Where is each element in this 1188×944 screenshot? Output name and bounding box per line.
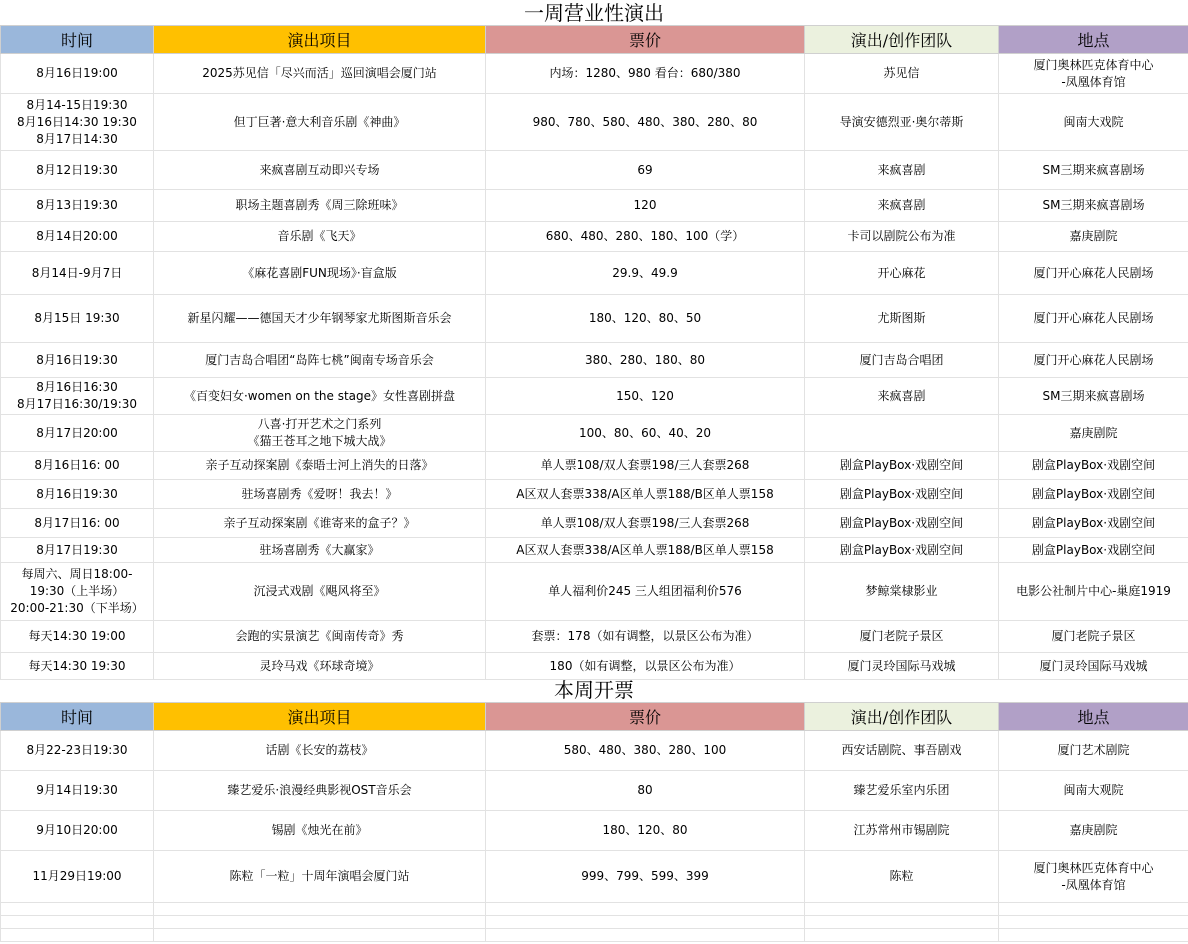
cell-text: 会跑的实景演艺《闽南传奇》秀 <box>235 629 404 643</box>
cell-text: SM三期来疯喜剧场 <box>1042 388 1145 403</box>
cell-price <box>486 54 805 94</box>
cell-time <box>1 916 154 929</box>
cell-price <box>486 295 805 343</box>
cell-price <box>486 94 805 151</box>
cell-text: 100、80、60、40、20 <box>579 425 711 440</box>
cell-text: 厦门奥林匹克体育中心 <box>1033 57 1154 72</box>
cell-venue <box>999 222 1188 252</box>
empty-row <box>1 929 1188 942</box>
cell-text: 剧盒PlayBox·戏剧空间 <box>1031 486 1156 501</box>
cell-show <box>154 378 486 415</box>
cell-text: 8月16日16:30 <box>36 380 118 394</box>
cell-show <box>154 343 486 378</box>
cell-text: 套票：178（如有调整，以景区公布为准） <box>531 629 759 643</box>
cell-team <box>805 509 999 538</box>
header-time: 时间 <box>1 703 154 731</box>
table-row <box>1 94 1188 151</box>
cell-text: 职场主题喜剧秀《周三除班味》 <box>235 198 404 212</box>
cell-team <box>805 94 999 151</box>
cell-text: 开心麻花 <box>877 265 926 280</box>
cell-text: 剧盒PlayBox·戏剧空间 <box>839 486 964 501</box>
cell-text: 8月17日16:30/19:30 <box>16 397 138 411</box>
cell-team <box>805 452 999 480</box>
cell-text: 内场：1280、980 看台：680/380 <box>549 66 741 80</box>
cell-time <box>1 190 154 222</box>
table-row <box>1 653 1188 680</box>
table-row <box>1 621 1188 653</box>
cell-text: 厦门奥林匹克体育中心 <box>1033 860 1154 875</box>
cell-text: 19:30（上半场） <box>29 584 125 598</box>
cell-text: 但丁巨著·意大利音乐剧《神曲》 <box>233 114 406 129</box>
cell-text: 亲子互动探案剧《谁寄来的盒子？》 <box>223 515 416 530</box>
cell-price <box>486 621 805 653</box>
cell-team <box>805 851 999 903</box>
cell-team <box>805 563 999 621</box>
cell-text: 剧盒PlayBox·戏剧空间 <box>839 458 964 472</box>
cell-venue <box>999 903 1188 916</box>
cell-time <box>1 252 154 295</box>
cell-show <box>154 903 486 916</box>
table-row <box>1 538 1188 563</box>
cell-text: 9月14日19:30 <box>36 783 118 797</box>
cell-text: 《麻花喜剧FUN现场》·盲盒版 <box>242 265 397 280</box>
empty-row <box>1 903 1188 916</box>
table-row <box>1 295 1188 343</box>
cell-time <box>1 415 154 452</box>
table-row <box>1 252 1188 295</box>
cell-show <box>154 452 486 480</box>
cell-text: 680、480、280、180、100（学） <box>545 229 745 243</box>
cell-show <box>154 190 486 222</box>
cell-text: 嘉庚剧院 <box>1069 823 1118 837</box>
cell-text: 来疯喜剧互动即兴专场 <box>259 162 380 177</box>
empty-row <box>1 916 1188 929</box>
cell-price <box>486 731 805 771</box>
cell-team <box>805 151 999 190</box>
cell-text: 灵玲马戏《环球奇境》 <box>259 658 380 673</box>
cell-text: 亲子互动探案剧《泰晤士河上消失的日落》 <box>205 458 434 472</box>
cell-text: 陈粒 <box>889 869 914 883</box>
cell-price <box>486 653 805 680</box>
cell-show <box>154 811 486 851</box>
cell-price <box>486 538 805 563</box>
cell-text: 每天14:30 19:00 <box>28 629 126 643</box>
cell-text: 单人票108/双人套票198/三人套票268 <box>540 515 750 530</box>
cell-text: 29.9、49.9 <box>612 265 678 280</box>
cell-price <box>486 851 805 903</box>
cell-time <box>1 731 154 771</box>
cell-show <box>154 929 486 942</box>
table-row <box>1 378 1188 415</box>
cell-text: A区双人套票338/A区单人票188/B区单人票158 <box>516 486 774 501</box>
cell-text: 剧盒PlayBox·戏剧空间 <box>839 515 964 530</box>
cell-text: 导演安德烈亚·奥尔蒂斯 <box>839 114 964 129</box>
cell-text: 臻艺爱乐室内乐团 <box>853 783 950 797</box>
cell-text: 2025苏见信「尽兴而活」巡回演唱会厦门站 <box>202 66 437 80</box>
cell-team <box>805 480 999 509</box>
cell-venue <box>999 851 1188 903</box>
cell-team <box>805 222 999 252</box>
cell-venue <box>999 252 1188 295</box>
cell-text: 8月12日19:30 <box>36 162 118 177</box>
cell-team <box>805 378 999 415</box>
cell-show <box>154 538 486 563</box>
cell-team <box>805 929 999 942</box>
cell-text: 单人福利价245 三人组团福利价576 <box>548 584 742 598</box>
cell-time <box>1 54 154 94</box>
cell-show <box>154 151 486 190</box>
table-row <box>1 190 1188 222</box>
cell-text: 厦门开心麻花人民剧场 <box>1033 311 1154 325</box>
table-row <box>1 731 1188 771</box>
table-row <box>1 452 1188 480</box>
cell-text: 尤斯图斯 <box>877 311 926 325</box>
cell-text: 8月17日19:30 <box>36 542 118 557</box>
cell-venue <box>999 295 1188 343</box>
cell-text: 驻场喜剧秀《爱呀！我去！》 <box>241 486 398 501</box>
cell-text: 8月16日19:30 <box>36 486 118 501</box>
cell-price <box>486 252 805 295</box>
cell-price <box>486 452 805 480</box>
cell-text: 单人票108/双人套票198/三人套票268 <box>540 458 750 472</box>
cell-text: 音乐剧《飞天》 <box>277 229 362 243</box>
table-row <box>1 54 1188 94</box>
cell-venue <box>999 929 1188 942</box>
header-venue: 地点 <box>999 26 1188 54</box>
cell-venue <box>999 771 1188 811</box>
cell-text: 120 <box>633 198 657 212</box>
cell-time <box>1 343 154 378</box>
cell-text: 厦门吉岛合唱团“岛阵七桃”闽南专场音乐会 <box>205 352 434 367</box>
cell-price <box>486 771 805 811</box>
cell-time <box>1 538 154 563</box>
table-row <box>1 563 1188 621</box>
cell-text: 8月16日14:30 19:30 <box>17 114 137 129</box>
cell-text: 梦鲸棠棣影业 <box>865 584 938 598</box>
cell-text: 每周六、周日18:00- <box>21 567 133 581</box>
cell-text: 剧盒PlayBox·戏剧空间 <box>1031 515 1156 530</box>
cell-text: 厦门艺术剧院 <box>1057 743 1130 757</box>
header-price: 票价 <box>486 26 805 54</box>
cell-show <box>154 731 486 771</box>
header-venue: 地点 <box>999 703 1188 731</box>
cell-text: 150、120 <box>616 388 674 403</box>
cell-time <box>1 929 154 942</box>
table-row <box>1 151 1188 190</box>
cell-venue <box>999 343 1188 378</box>
cell-venue <box>999 563 1188 621</box>
cell-text: 69 <box>637 162 653 177</box>
cell-show <box>154 851 486 903</box>
cell-text: 陈粒「一粒」十周年演唱会厦门站 <box>229 869 410 883</box>
cell-text: 999、799、599、399 <box>581 869 709 883</box>
cell-time <box>1 151 154 190</box>
cell-team <box>805 916 999 929</box>
cell-team <box>805 54 999 94</box>
cell-time <box>1 222 154 252</box>
cell-text: 话剧《长安的荔枝》 <box>265 743 374 757</box>
cell-text: 厦门灵玲国际马戏城 <box>1039 658 1148 673</box>
cell-time <box>1 94 154 151</box>
header-team: 演出/创作团队 <box>805 26 999 54</box>
cell-text: 980、780、580、480、380、280、80 <box>532 114 758 129</box>
cell-text: 380、280、180、80 <box>585 352 705 367</box>
cell-show <box>154 252 486 295</box>
cell-time <box>1 563 154 621</box>
cell-text: -凤凰体育馆 <box>1061 74 1126 89</box>
cell-text: 新星闪耀——德国天才少年钢琴家尤斯图斯音乐会 <box>187 311 452 325</box>
header-show: 演出项目 <box>154 26 486 54</box>
cell-venue <box>999 538 1188 563</box>
cell-text: 闽南大戏院 <box>1063 114 1124 129</box>
cell-show <box>154 295 486 343</box>
cell-text: 剧盒PlayBox·戏剧空间 <box>839 542 964 557</box>
cell-price <box>486 563 805 621</box>
cell-text: 锡剧《烛光在前》 <box>271 823 368 837</box>
cell-price <box>486 509 805 538</box>
header-row <box>1 703 1188 731</box>
cell-venue <box>999 509 1188 538</box>
cell-text: 8月16日16: 00 <box>34 458 120 472</box>
cell-text: 8月13日19:30 <box>36 198 118 212</box>
cell-venue <box>999 94 1188 151</box>
cell-text: 剧盒PlayBox·戏剧空间 <box>1031 542 1156 557</box>
cell-price <box>486 190 805 222</box>
section1-title: 一周营业性演出 <box>524 1 664 25</box>
cell-price <box>486 222 805 252</box>
cell-team <box>805 343 999 378</box>
cell-text: SM三期来疯喜剧场 <box>1042 162 1145 177</box>
cell-text: 《百变妇女·women on the stage》女性喜剧拼盘 <box>183 388 456 403</box>
table-row <box>1 480 1188 509</box>
cell-text: 8月17日14:30 <box>36 131 118 146</box>
cell-venue <box>999 621 1188 653</box>
cell-time <box>1 378 154 415</box>
cell-price <box>486 916 805 929</box>
header-show: 演出项目 <box>154 703 486 731</box>
cell-time <box>1 903 154 916</box>
cell-text: 80 <box>637 783 653 797</box>
cell-venue <box>999 480 1188 509</box>
cell-text: 8月14日20:00 <box>36 229 118 243</box>
cell-price <box>486 415 805 452</box>
table-row <box>1 851 1188 903</box>
cell-price <box>486 151 805 190</box>
cell-text: 8月15日 19:30 <box>34 311 120 325</box>
cell-time <box>1 653 154 680</box>
cell-text: 八喜·打开艺术之门系列 <box>257 417 382 431</box>
cell-time <box>1 811 154 851</box>
cell-time <box>1 452 154 480</box>
cell-show <box>154 94 486 151</box>
cell-team <box>805 538 999 563</box>
cell-text: 江苏常州市锡剧院 <box>853 823 950 837</box>
cell-team <box>805 415 999 452</box>
cell-venue <box>999 151 1188 190</box>
cell-time <box>1 295 154 343</box>
cell-show <box>154 563 486 621</box>
cell-price <box>486 929 805 942</box>
cell-show <box>154 771 486 811</box>
cell-text: 8月14-15日19:30 <box>26 97 128 112</box>
cell-venue <box>999 54 1188 94</box>
presale-table <box>0 702 1188 942</box>
cell-show <box>154 653 486 680</box>
cell-text: 180、120、80 <box>602 823 688 837</box>
cell-text: 8月22-23日19:30 <box>26 743 128 757</box>
cell-venue <box>999 811 1188 851</box>
cell-venue <box>999 452 1188 480</box>
cell-text: 20:00-21:30（下半场） <box>10 601 144 615</box>
cell-text: 580、480、380、280、100 <box>563 743 727 757</box>
cell-team <box>805 903 999 916</box>
cell-text: 厦门开心麻花人民剧场 <box>1033 352 1154 367</box>
cell-text: 沉浸式戏剧《飓风将至》 <box>253 584 386 598</box>
cell-text: 每天14:30 19:30 <box>28 658 126 673</box>
cell-text: 来疯喜剧 <box>877 388 926 403</box>
cell-show <box>154 509 486 538</box>
cell-text: 嘉庚剧院 <box>1069 425 1118 440</box>
cell-time <box>1 771 154 811</box>
cell-text: 180（如有调整，以景区公布为准） <box>549 658 741 673</box>
cell-venue <box>999 415 1188 452</box>
cell-team <box>805 190 999 222</box>
cell-venue <box>999 378 1188 415</box>
cell-text: 8月16日19:30 <box>36 352 118 367</box>
cell-text: 闽南大观院 <box>1063 783 1124 797</box>
cell-venue <box>999 731 1188 771</box>
cell-time <box>1 621 154 653</box>
cell-team <box>805 771 999 811</box>
cell-text: 厦门老院子景区 <box>1051 629 1136 643</box>
table-row <box>1 343 1188 378</box>
cell-text: 电影公社制片中心-巢庭1919 <box>1016 584 1171 598</box>
table-row <box>1 222 1188 252</box>
table-row <box>1 509 1188 538</box>
cell-team <box>805 811 999 851</box>
cell-text: 嘉庚剧院 <box>1069 229 1118 243</box>
cell-price <box>486 903 805 916</box>
cell-venue <box>999 653 1188 680</box>
cell-text: 臻艺爱乐·浪漫经典影视OST音乐会 <box>227 783 412 797</box>
cell-text: 9月10日20:00 <box>36 823 118 837</box>
cell-time <box>1 509 154 538</box>
header-row <box>1 26 1188 54</box>
cell-text: 厦门老院子景区 <box>859 629 944 643</box>
cell-text: SM三期来疯喜剧场 <box>1042 198 1145 212</box>
cell-text: 卡司以剧院公布为准 <box>847 229 956 243</box>
cell-text: 厦门开心麻花人民剧场 <box>1033 265 1154 280</box>
cell-text: 8月17日16: 00 <box>34 515 120 530</box>
cell-team <box>805 295 999 343</box>
cell-team <box>805 731 999 771</box>
cell-text: 来疯喜剧 <box>877 162 926 177</box>
cell-text: 西安话剧院、事吾剧戏 <box>841 743 962 757</box>
cell-show <box>154 480 486 509</box>
cell-team <box>805 621 999 653</box>
cell-time <box>1 480 154 509</box>
cell-text: 厦门灵玲国际马戏城 <box>847 658 956 673</box>
header-team: 演出/创作团队 <box>805 703 999 731</box>
cell-text: 剧盒PlayBox·戏剧空间 <box>1031 458 1156 472</box>
cell-price <box>486 811 805 851</box>
cell-text: 厦门吉岛合唱团 <box>859 352 944 367</box>
cell-show <box>154 54 486 94</box>
table-row <box>1 415 1188 452</box>
cell-text: 180、120、80、50 <box>588 311 702 325</box>
cell-show <box>154 916 486 929</box>
cell-text: 8月14日-9月7日 <box>31 265 123 280</box>
cell-text: 驻场喜剧秀《大赢家》 <box>259 542 380 557</box>
table-row <box>1 771 1188 811</box>
table-row <box>1 811 1188 851</box>
cell-team <box>805 653 999 680</box>
cell-show <box>154 415 486 452</box>
header-price: 票价 <box>486 703 805 731</box>
cell-show <box>154 621 486 653</box>
cell-venue <box>999 190 1188 222</box>
cell-price <box>486 378 805 415</box>
cell-venue <box>999 916 1188 929</box>
header-time: 时间 <box>1 26 154 54</box>
cell-text: 8月17日20:00 <box>36 425 118 440</box>
cell-text: 8月16日19:00 <box>36 66 118 80</box>
cell-text: 《猫王苍耳之地下城大战》 <box>247 434 392 448</box>
cell-team <box>805 252 999 295</box>
cell-text: A区双人套票338/A区单人票188/B区单人票158 <box>516 542 774 557</box>
cell-time <box>1 851 154 903</box>
cell-price <box>486 343 805 378</box>
cell-show <box>154 222 486 252</box>
cell-text: -凤凰体育馆 <box>1061 877 1126 892</box>
cell-text: 苏见信 <box>883 66 920 80</box>
cell-price <box>486 480 805 509</box>
weekly-shows-table <box>0 25 1188 680</box>
cell-text: 来疯喜剧 <box>877 198 926 212</box>
cell-text: 11月29日19:00 <box>32 869 122 883</box>
section2-title: 本周开票 <box>554 678 634 702</box>
